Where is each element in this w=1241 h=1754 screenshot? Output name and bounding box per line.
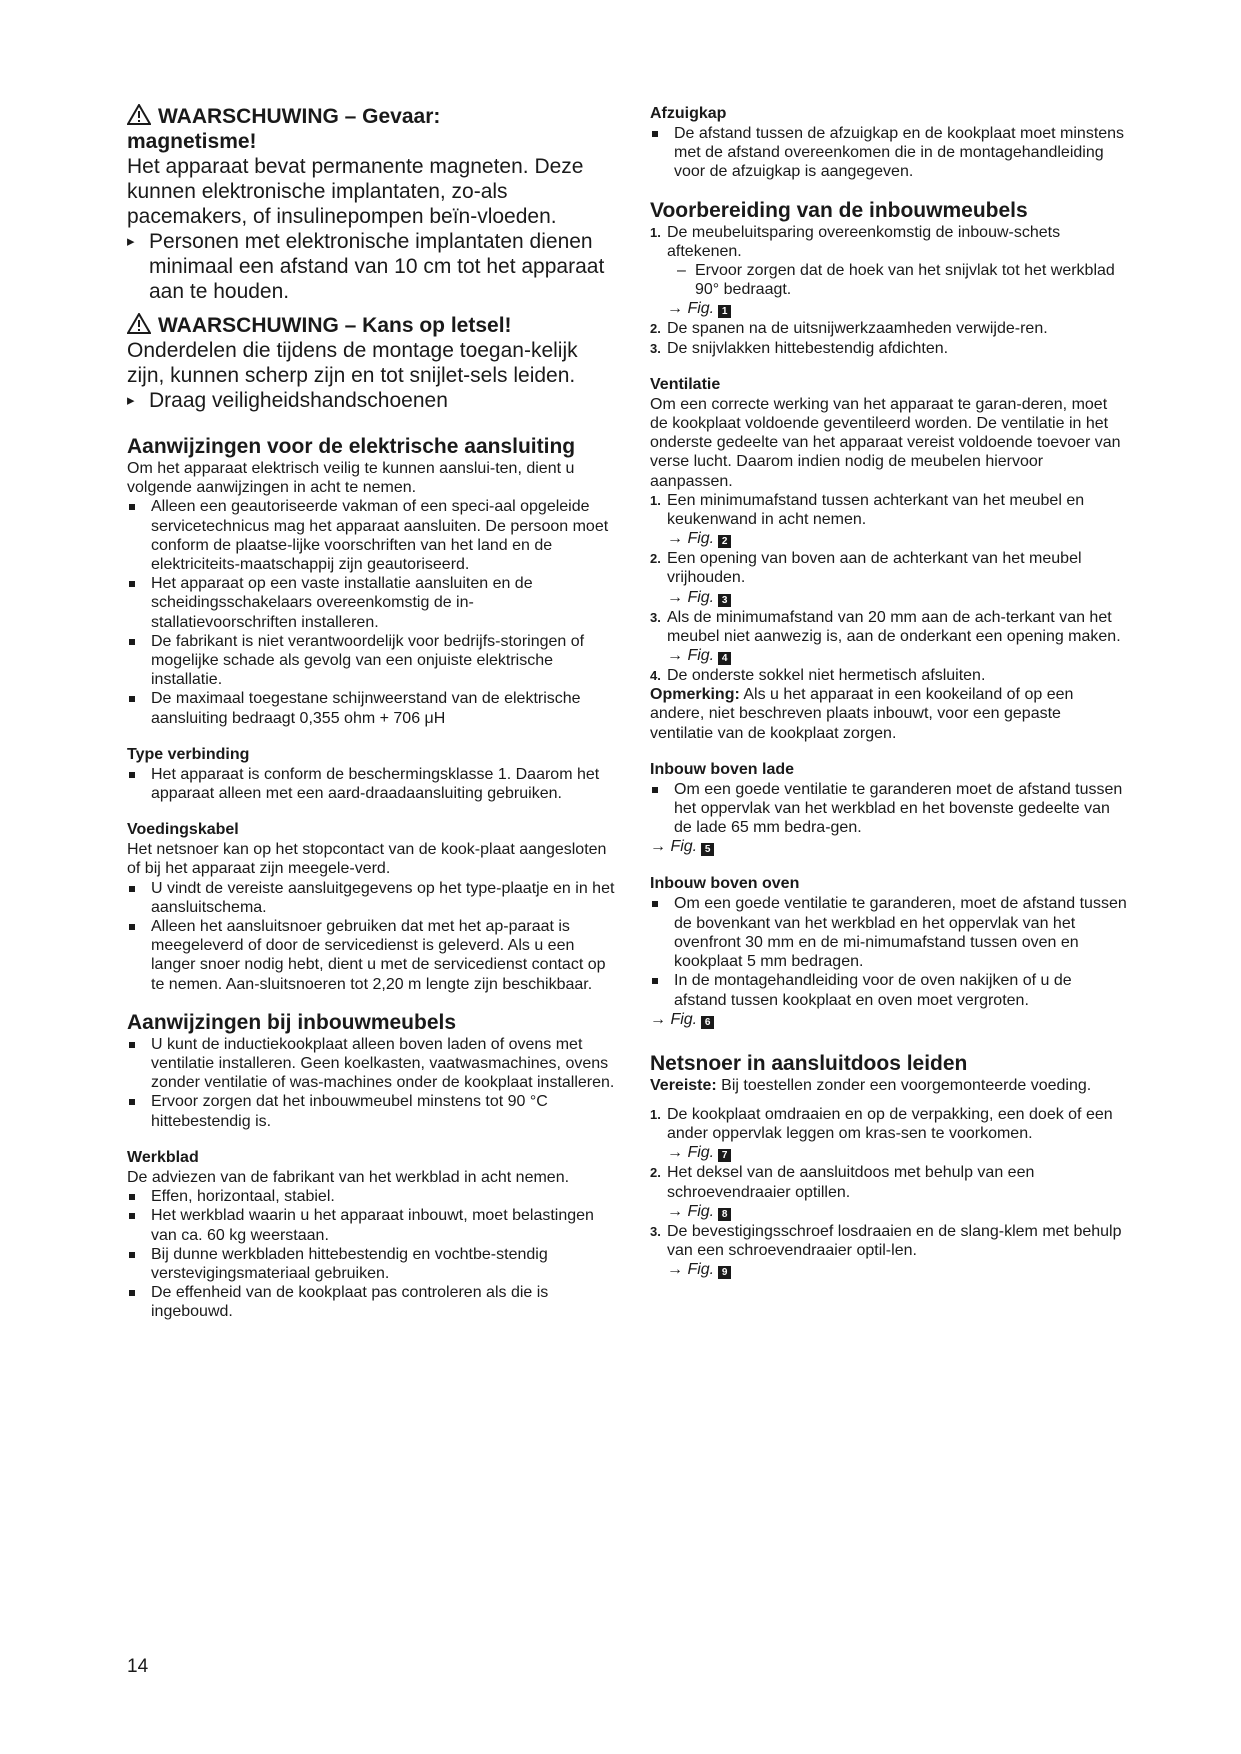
sub-step: – Ervoor zorgen dat de hoek van het snijvlak tot het werkblad 90° bedraagt. bbox=[650, 261, 1128, 299]
bullet-list bbox=[127, 765, 615, 803]
section-intro: Om een correcte werking van het apparaat te garan-deren, moet de kookplaat voldoende geventileerd worden. De ventilatie in het onderste gedeelte van het apparaat vereist voldoende toevoer van verse lucht. Daarom indien nodig de meubelen hiervoor aanpassen. bbox=[650, 395, 1121, 490]
step-item: 3. De snijvlakken hittebestendig afdichten. bbox=[650, 339, 949, 357]
figure-number: 4 bbox=[718, 652, 731, 665]
requirement: Vereiste: Bij toestellen zonder een voorgemonteerde voeding. bbox=[650, 1076, 1092, 1094]
figure-number: 3 bbox=[718, 594, 731, 607]
list-item: U vindt de vereiste aansluitgegevens op het type-plaatje en in het aansluitschema. bbox=[127, 879, 615, 917]
subheading-connection-type: Type verbinding bbox=[127, 745, 250, 763]
step-item: 1. Een minimumafstand tussen achterkant van het meubel en keukenwand in acht nemen. bbox=[650, 491, 1085, 529]
step-item: 1. De kookplaat omdraaien en op de verpakking, een doek of een ander oppervlak leggen om kras-sen te voorkomen. bbox=[650, 1105, 1113, 1143]
step-item: 3. De bevestigingsschroef losdraaien en de slang-klem met behulp van een schroevendraaier optil-len. bbox=[650, 1222, 1122, 1259]
step-list bbox=[650, 1163, 1128, 1201]
bullet-list bbox=[650, 124, 1128, 182]
subheading-above-drawer: Inbouw boven lade bbox=[650, 760, 795, 778]
bullet-list bbox=[127, 879, 615, 994]
figure-reference: → Fig. 4 bbox=[650, 646, 1128, 666]
bullet-list bbox=[127, 497, 615, 727]
list-item: Ervoor zorgen dat het inbouwmeubel minstens tot 90 °C hittebestendig is. bbox=[127, 1092, 615, 1130]
subheading-power-cable: Voedingskabel bbox=[127, 821, 239, 839]
warning-title: WAARSCHUWING – Gevaar: magnetisme! bbox=[127, 105, 441, 153]
step-list bbox=[650, 666, 1128, 685]
figure-number: 7 bbox=[718, 1149, 731, 1162]
section-intro: Om het apparaat elektrisch veilig te kunnen aanslui-ten, dient u volgende aanwijzingen in acht te nemen. bbox=[127, 460, 575, 497]
step-item: 3. Als de minimumafstand van 20 mm aan de ach-terkant van het meubel niet aanwezig is, aan de onderkant een opening maken. bbox=[650, 608, 1121, 645]
step-item: 2. Een opening van boven aan de achterkant van het meubel vrijhouden. bbox=[650, 550, 1082, 587]
step-item: 4. De onderste sokkel niet hermetisch afsluiten. bbox=[650, 667, 986, 685]
list-item: De maximaal toegestane schijnweerstand van de elektrische aansluiting bedraagt 0,355 ohm + 706 μH bbox=[127, 689, 615, 727]
warning-title: WAARSCHUWING – Kans op letsel! bbox=[127, 313, 615, 338]
left-column bbox=[127, 104, 615, 1322]
bullet-list bbox=[650, 894, 1128, 1009]
figure-number: 8 bbox=[718, 1208, 731, 1221]
section-heading-built-in: Aanwijzingen bij inbouwmeubels bbox=[127, 1010, 457, 1034]
note: Opmerking: Als u het apparaat in een kookeiland of op een andere, niet beschreven plaats inbouwt, voor een gepaste ventilatie van de kookplaat zorgen. bbox=[650, 686, 1074, 742]
section-intro: Het netsnoer kan op het stopcontact van de kook-plaat aangesloten of bij het apparaat zijn meegele-verd. bbox=[127, 841, 607, 878]
figure-reference: → Fig. 7 bbox=[650, 1143, 1128, 1163]
warning-text: Het apparaat bevat permanente magneten. Deze kunnen elektronische implantaten, zo-als pacemakers, of insulinepompen beïn-vloeden. bbox=[127, 155, 584, 228]
list-item: Bij dunne werkbladen hittebestendig en vochtbe-stendig verstevigingsmateriaal gebruiken. bbox=[127, 1245, 615, 1283]
list-item: Om een goede ventilatie te garanderen moet de afstand tussen het oppervlak van het werkblad en het bovenste gedeelte van de lade 65 mm bedra-gen. bbox=[650, 780, 1128, 838]
subheading-hood: Afzuigkap bbox=[650, 105, 727, 122]
bullet-list bbox=[650, 780, 1128, 838]
warning-action: ▸ Draag veiligheidshandschoenen bbox=[127, 388, 615, 413]
list-item: Om een goede ventilatie te garanderen, moet de afstand tussen de bovenkant van het werkblad en het oppervlak van het ovenfront 30 mm en de mi-nimumafstand tussen oven en kookplaat 5 mm bedragen. bbox=[650, 894, 1128, 971]
warning-injury bbox=[127, 313, 615, 413]
section-heading-electrical: Aanwijzingen voor de elektrische aansluiting bbox=[127, 435, 576, 458]
figure-number: 9 bbox=[718, 1266, 731, 1279]
step-list bbox=[650, 1105, 1128, 1143]
page-number: 14 bbox=[127, 1656, 149, 1677]
warning-text: Onderdelen die tijdens de montage toegan-kelijk zijn, kunnen scherp zijn en tot snijlet-sels leiden. bbox=[127, 339, 578, 387]
figure-reference: → Fig. 8 bbox=[650, 1202, 1128, 1222]
list-item: De afstand tussen de afzuigkap en de kookplaat moet minstens met de afstand overeenkomen die in de montagehandleiding voor de afzuigkap is aangegeven. bbox=[650, 124, 1128, 182]
step-list bbox=[650, 491, 1128, 529]
step-list bbox=[650, 549, 1128, 587]
section-heading-preparation: Voorbereiding van de inbouwmeubels bbox=[650, 198, 1028, 222]
list-item: Alleen een geautoriseerde vakman of een speci-aal opgeleide servicetechnicus mag het apparaat aansluiten. De persoon moet conform de plaatse-lijke voorschriften van het land en de elektriciteits-maatschappij zijn geautoriseerd. bbox=[127, 497, 615, 574]
list-item: In de montagehandleiding voor de oven nakijken of u de afstand tussen kookplaat en oven moet vergroten. bbox=[650, 971, 1128, 1009]
bullet-list bbox=[127, 1187, 615, 1321]
subheading-ventilation: Ventilatie bbox=[650, 375, 721, 393]
step-item: 1. De meubeluitsparing overeenkomstig de inbouw-schets aftekenen. bbox=[650, 223, 1061, 260]
figure-number: 1 bbox=[718, 305, 731, 318]
figure-number: 6 bbox=[701, 1016, 714, 1029]
step-list bbox=[650, 608, 1128, 646]
list-item: De effenheid van de kookplaat pas controleren als die is ingebouwd. bbox=[127, 1283, 615, 1321]
subheading-worktop: Werkblad bbox=[127, 1148, 199, 1166]
figure-reference: → Fig. 9 bbox=[650, 1260, 1128, 1280]
figure-reference: → Fig. 1 bbox=[650, 299, 1128, 319]
list-item: Het werkblad waarin u het apparaat inbouwt, moet belastingen van ca. 60 kg weerstaan. bbox=[127, 1206, 615, 1244]
list-item: Het apparaat is conform de beschermingsklasse 1. Daarom het apparaat alleen met een aard-draadaansluiting gebruiken. bbox=[127, 765, 615, 803]
warning-action: ▸ Personen met elektronische implantaten dienen minimaal een afstand van 10 cm tot het apparaat aan te houden. bbox=[127, 229, 615, 304]
list-item: Effen, horizontaal, stabiel. bbox=[127, 1187, 615, 1206]
figure-reference: → Fig. 5 bbox=[650, 837, 1128, 857]
step-list bbox=[650, 319, 1128, 357]
step-item: 2. Het deksel van de aansluitdoos met behulp van een schroevendraaier optillen. bbox=[650, 1164, 1035, 1201]
figure-number: 2 bbox=[718, 535, 731, 548]
subheading-above-oven: Inbouw boven oven bbox=[650, 875, 800, 893]
warning-triangle-icon bbox=[127, 104, 151, 125]
list-item: De fabrikant is niet verantwoordelijk voor bedrijfs-storingen of mogelijke schade als gevolg van een onjuiste elektrische installatie. bbox=[127, 632, 615, 690]
step-item: 2. De spanen na de uitsnijwerkzaamheden verwijde-ren. bbox=[650, 320, 1048, 338]
figure-reference: → Fig. 2 bbox=[650, 529, 1128, 549]
section-intro: De adviezen van de fabrikant van het werkblad in acht nemen. bbox=[127, 1168, 570, 1186]
warning-magnetism bbox=[127, 104, 615, 304]
warning-triangle-icon bbox=[127, 313, 151, 334]
list-item: Alleen het aansluitsnoer gebruiken dat met het ap-paraat is meegeleverd of door de servicedienst is geleverd. Als u een langer snoer nodig hebt, dient u met de servicedienst contact op te nemen. Aan-sluitsnoeren tot 2,20 m lengte zijn beschikbaar. bbox=[127, 917, 615, 994]
step-list bbox=[650, 223, 1128, 261]
figure-reference: → Fig. 3 bbox=[650, 588, 1128, 608]
step-list bbox=[650, 1222, 1128, 1260]
section-heading-power-cord: Netsnoer in aansluitdoos leiden bbox=[650, 1051, 968, 1075]
figure-number: 5 bbox=[701, 843, 714, 856]
figure-reference: → Fig. 6 bbox=[650, 1010, 1128, 1030]
list-item: Het apparaat op een vaste installatie aansluiten en de scheidingsschakelaars overeenkomstig de in-stallatievoorschriften installeren. bbox=[127, 574, 615, 632]
list-item: U kunt de inductiekookplaat alleen boven laden of ovens met ventilatie installeren. Geen koelkasten, vaatwasmachines, ovens zonder ventilatie of was-machines onder de kookplaat installeren. bbox=[127, 1035, 615, 1093]
bullet-list bbox=[127, 1035, 615, 1131]
right-column bbox=[650, 104, 1128, 1280]
